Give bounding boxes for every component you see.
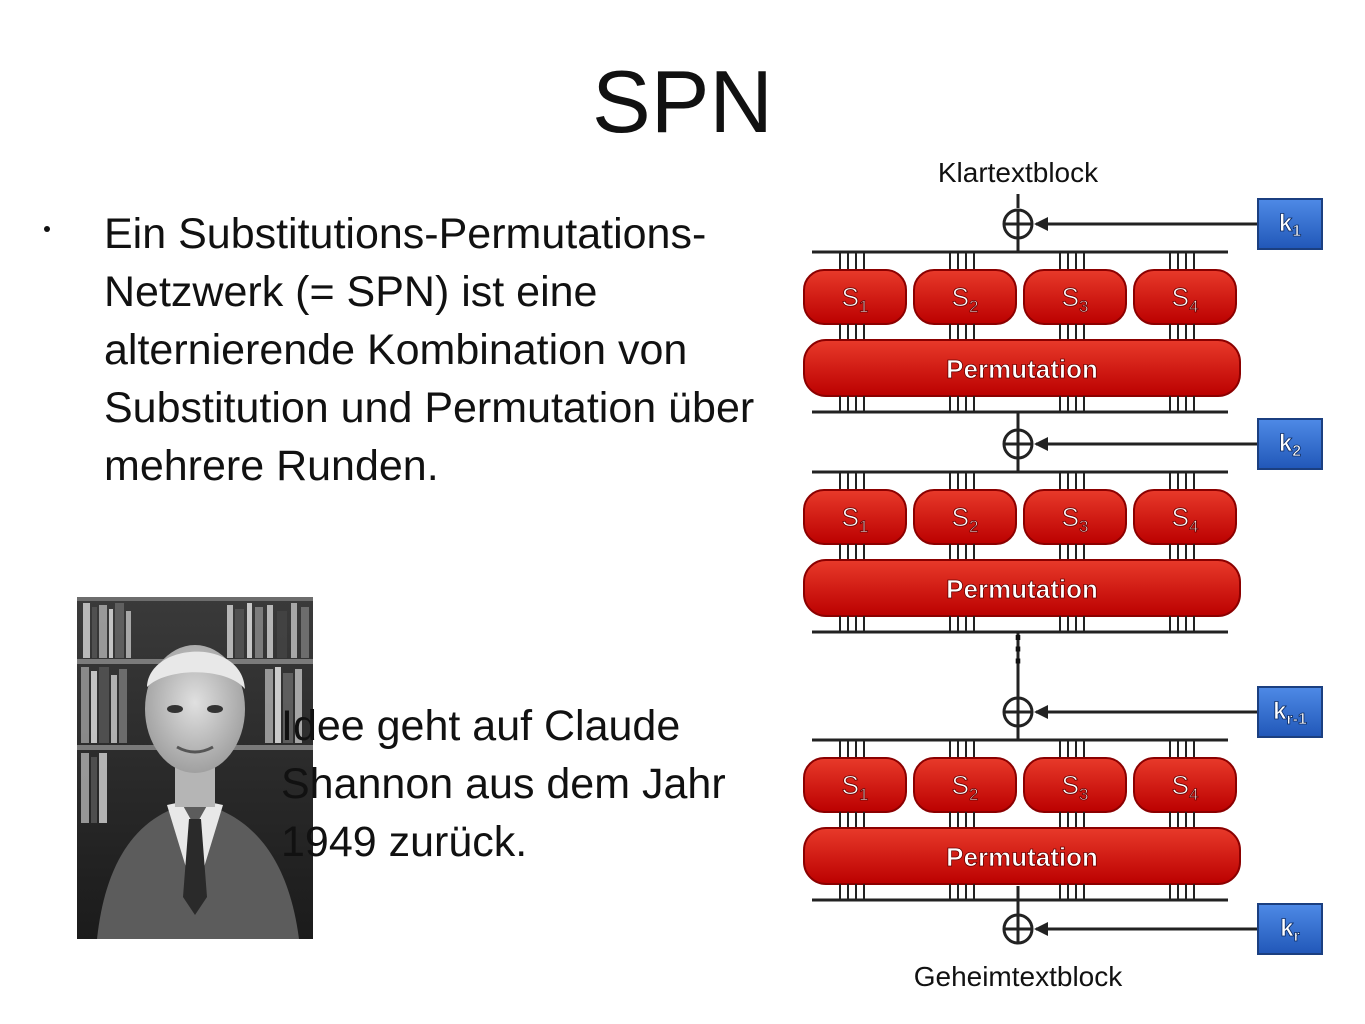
key-subscript: 2 (1292, 443, 1302, 460)
key-subscript: r-1 (1286, 711, 1307, 728)
sbox-subscript: 4 (1188, 785, 1199, 804)
key-letter: k (1273, 698, 1287, 725)
ellipsis: ⋮ (1001, 630, 1035, 668)
sbox-subscript: 4 (1188, 297, 1199, 316)
slide-title: SPN (592, 52, 773, 151)
sbox-subscript: 2 (968, 785, 979, 804)
arrow-head-icon (1034, 437, 1048, 451)
sbox-letter: S (951, 502, 969, 532)
input-label: Klartextblock (937, 157, 1099, 188)
sbox-letter: S (841, 502, 859, 532)
key-letter: k (1278, 210, 1293, 237)
sbox-subscript: 1 (858, 297, 869, 316)
sbox-subscript: 3 (1078, 785, 1089, 804)
sbox-letter: S (1061, 282, 1079, 312)
arrow-head-icon (1034, 705, 1048, 719)
sbox-subscript: 1 (858, 785, 869, 804)
sbox-letter: S (951, 770, 969, 800)
arrow-head-icon (1034, 922, 1048, 936)
sbox-subscript: 1 (858, 517, 869, 536)
permutation-label: Permutation (946, 842, 1098, 872)
bullet-point (44, 226, 50, 232)
sbox-letter: S (1061, 770, 1079, 800)
sbox-letter: S (1061, 502, 1079, 532)
spn-diagram (780, 150, 1350, 1010)
sbox-letter: S (841, 770, 859, 800)
sbox-letter: S (1171, 282, 1189, 312)
round-2 (804, 419, 1322, 698)
shannon-photo (77, 597, 313, 939)
permutation-label: Permutation (946, 354, 1098, 384)
sbox-subscript: 3 (1078, 517, 1089, 536)
sbox-subscript: 2 (968, 297, 979, 316)
sbox-subscript: 3 (1078, 297, 1089, 316)
sbox-subscript: 4 (1188, 517, 1199, 536)
round-1 (804, 194, 1322, 430)
idea-text: Idee geht auf Claude Shannon aus dem Jahr 1949 zurück. (281, 702, 726, 866)
bullet-text: Ein Substitutions-Permutations-Netzwerk (= SPN) ist eine alternierende Kombination von Substitution und Permutation über mehrere Runden. (104, 210, 755, 490)
key-label-final: $k_r$ (1280, 915, 1300, 945)
sbox-letter: S (841, 282, 859, 312)
sbox-letter: S (951, 282, 969, 312)
sbox-subscript: 2 (968, 517, 979, 536)
permutation-label: Permutation (946, 574, 1098, 604)
round-3 (804, 687, 1322, 900)
key-subscript: 1 (1292, 223, 1302, 240)
key-letter: k (1278, 430, 1293, 457)
output-label: Geheimtextblock (913, 961, 1123, 992)
sbox-letter: S (1171, 502, 1189, 532)
arrow-head-icon (1034, 217, 1048, 231)
sbox-letter: S (1171, 770, 1189, 800)
